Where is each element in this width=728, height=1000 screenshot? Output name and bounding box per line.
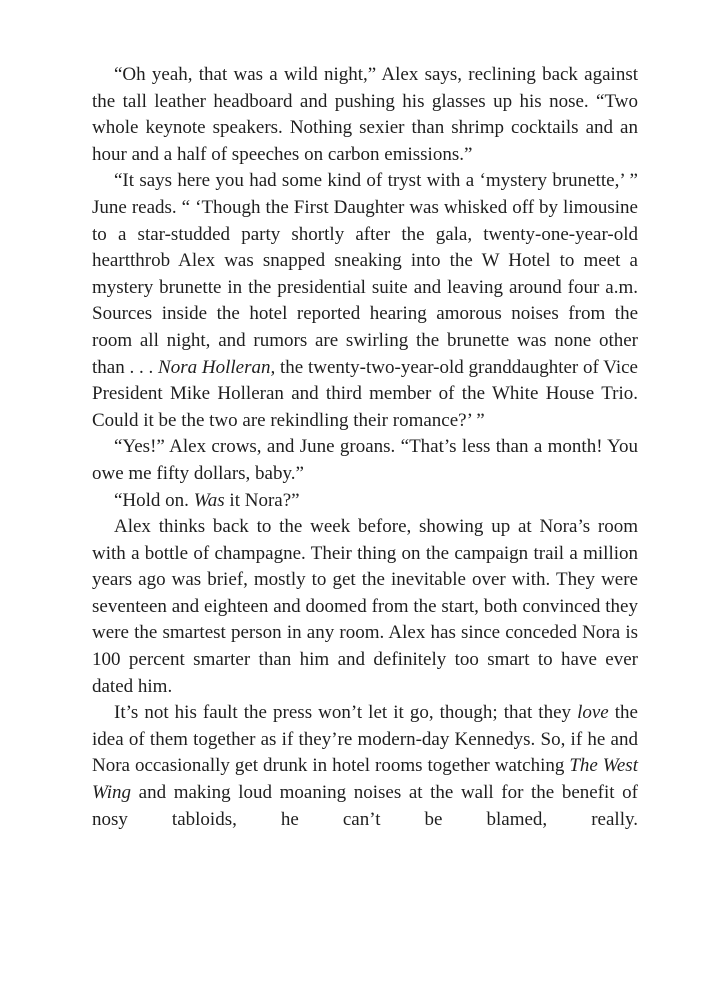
paragraph-4: [92, 488, 638, 515]
paragraph-4-text-b: it Nora?”: [224, 489, 300, 511]
paragraph-2-text-a: “It says here you had some kind of tryst with a ‘mystery brunette,’ ” June reads. “ ‘Though the First Daughter was whisked off by limousine to a star-studded party shortly after the gala, twenty-one-year-old heartthrob Alex was snapped sneaking into the W Hotel to meet a mystery brunette in the presidential suite and leaving around four a.m. Sources inside the hotel reported hearing amorous noises from the room all night, and rumors are swirling the brunette was none other than . . .: [92, 170, 638, 378]
paragraph-4-italic-word: Was: [193, 489, 225, 511]
paragraph-3-text: “Yes!” Alex crows, and June groans. “That’s less than a month! You owe me fifty dollars, baby.”: [92, 436, 638, 484]
paragraph-6-text-b: the idea of them together as if they’re modern-day Kennedys. So, if he and Nora occasionally get drunk in hotel rooms together watching: [92, 702, 638, 777]
book-page: [92, 62, 638, 833]
paragraph-6-text-a: It’s not his fault the press won’t let it go, though; that they: [114, 702, 578, 724]
paragraph-1: [92, 62, 638, 168]
paragraph-5-text: Alex thinks back to the week before, showing up at Nora’s room with a bottle of champagne. Their thing on the campaign trail a million years ago was brief, mostly to get the inevitable over with. They were seventeen and eighteen and doomed from the start, both convinced they were the smartest person in any room. Alex has since conceded Nora is 100 percent smarter than him and definitely too smart to have ever dated him.: [92, 516, 638, 697]
paragraph-2-italic-name: Nora Holleran,: [158, 356, 276, 378]
paragraph-6-italic-word: love: [577, 702, 609, 724]
paragraph-6-text-c: and making loud moaning noises at the wall for the benefit of nosy tabloids, he can’t be blamed, really.: [92, 782, 638, 830]
paragraph-6-italic-title: The West Wing: [92, 755, 638, 804]
paragraph-1-text: “Oh yeah, that was a wild night,” Alex says, reclining back against the tall leather headboard and pushing his glasses up his nose. “Two whole keynote speakers. Nothing sexier than shrimp cocktails and an hour and a half of speeches on carbon emissions.”: [92, 64, 638, 165]
paragraph-3: [92, 434, 638, 487]
paragraph-6: [92, 700, 638, 833]
paragraph-4-text-a: “Hold on.: [114, 489, 194, 511]
paragraph-2: [92, 168, 638, 434]
paragraph-5: [92, 514, 638, 700]
paragraph-2-text-b: the twenty-two-year-old granddaughter of Vice President Mike Holleran and third member of the White House Trio. Could it be the two are rekindling their romance?’ ”: [92, 356, 638, 431]
